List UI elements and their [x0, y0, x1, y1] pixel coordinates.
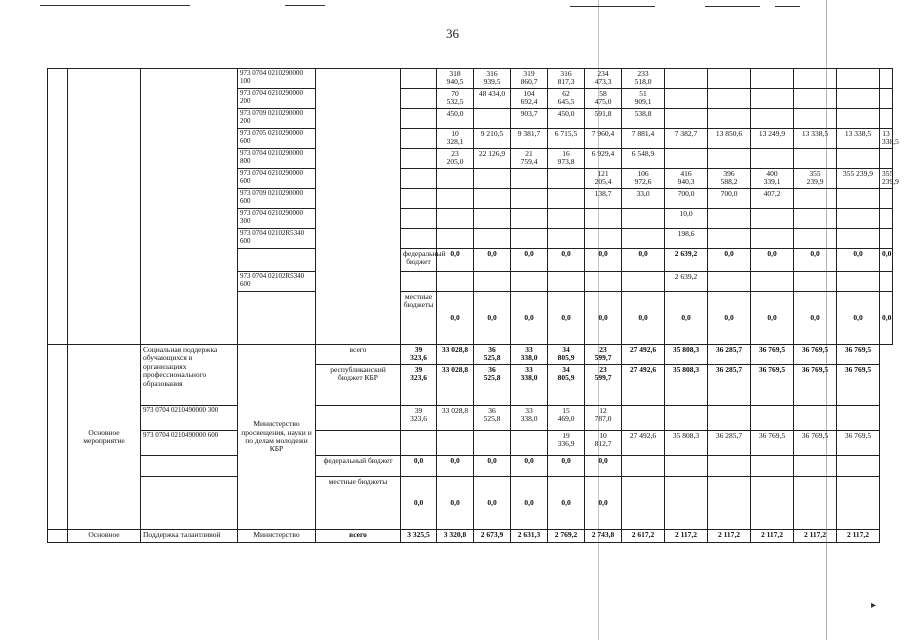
event-name-cell — [141, 69, 238, 345]
value-cell — [548, 229, 585, 249]
value-cell — [837, 89, 880, 109]
event-type-cell: Основное — [68, 529, 141, 542]
value-cell — [511, 189, 548, 209]
value-cell: 0,0 — [622, 249, 665, 272]
value-cell: 0,0 — [794, 249, 837, 272]
value-cell — [511, 229, 548, 249]
value-cell: 3 325,5 — [401, 529, 437, 542]
value-cell — [708, 209, 751, 229]
value-cell — [794, 89, 837, 109]
value-cell — [794, 229, 837, 249]
value-cell: 7 382,7 — [665, 129, 708, 149]
value-cell: 33 338,0 — [511, 345, 548, 365]
value-cell — [794, 209, 837, 229]
value-cell — [751, 209, 794, 229]
table-row — [48, 476, 893, 529]
budget-code-cell: 973 0704 0210290000 200 — [238, 89, 316, 109]
value-cell: 16 973,8 — [548, 149, 585, 169]
value-cell — [474, 169, 511, 189]
value-cell: 15 469,0 — [548, 405, 585, 430]
value-cell: 9 210,5 — [474, 129, 511, 149]
value-cell: 2 117,2 — [665, 529, 708, 542]
value-cell — [622, 455, 665, 476]
value-cell: 13 338,5 — [794, 129, 837, 149]
value-cell — [401, 430, 437, 455]
budget-code-cell: 973 0704 0210490000 600 — [141, 430, 238, 455]
scan-mark-line — [775, 6, 800, 7]
value-cell: 0,0 — [548, 292, 585, 345]
value-cell: 2 117,2 — [708, 529, 751, 542]
value-cell: 33 338,0 — [511, 405, 548, 430]
value-cell — [511, 209, 548, 229]
budget-code-cell — [141, 455, 238, 476]
value-cell: 33 338,0 — [511, 364, 548, 405]
value-cell: 33 028,8 — [437, 405, 474, 430]
value-cell: 0,0 — [585, 455, 622, 476]
value-cell: 62 645,5 — [548, 89, 585, 109]
value-cell: 450,0 — [548, 109, 585, 129]
budget-code-cell: 973 0704 0210290000 100 — [238, 69, 316, 89]
value-cell: 27 492,6 — [622, 345, 665, 365]
value-cell: 0,0 — [437, 476, 474, 529]
value-cell — [837, 209, 880, 229]
value-cell: 0,0 — [880, 292, 893, 345]
scan-artifact-line — [826, 0, 827, 640]
table-row — [48, 345, 893, 365]
value-cell: 13 249,9 — [751, 129, 794, 149]
value-cell — [837, 109, 880, 129]
value-cell: 35 808,3 — [665, 364, 708, 405]
value-cell: 2 617,2 — [622, 529, 665, 542]
value-cell — [474, 189, 511, 209]
value-cell: 27 492,6 — [622, 364, 665, 405]
value-cell: 36 769,5 — [837, 430, 880, 455]
value-cell: 0,0 — [474, 476, 511, 529]
value-cell: 0,0 — [511, 476, 548, 529]
budget-code-cell: 973 0704 02102R5340 600 — [238, 272, 316, 292]
table-row — [48, 405, 893, 430]
value-cell: 51 909,1 — [622, 89, 665, 109]
event-type-cell — [68, 69, 141, 345]
budget-code-cell: 973 0705 0210290000 600 — [238, 129, 316, 149]
value-cell: 355 239,9 — [880, 169, 893, 189]
value-cell — [708, 89, 751, 109]
value-cell: 396 588,2 — [708, 169, 751, 189]
value-cell: 10,0 — [665, 209, 708, 229]
value-cell: 0,0 — [837, 292, 880, 345]
value-cell — [837, 149, 880, 169]
value-cell — [665, 476, 708, 529]
value-cell: 6 548,9 — [622, 149, 665, 169]
value-cell: 319 860,7 — [511, 69, 548, 89]
value-cell: 316 939,5 — [474, 69, 511, 89]
value-cell — [474, 229, 511, 249]
value-cell — [837, 476, 880, 529]
arrow-mark-icon: ▸ — [871, 600, 877, 611]
budget-code-cell — [141, 476, 238, 529]
value-cell: 2 743,8 — [585, 529, 622, 542]
table-row — [48, 430, 893, 455]
value-cell: 10 328,1 — [437, 129, 474, 149]
funding-source-label: местные бюджеты — [316, 476, 401, 529]
value-cell — [708, 69, 751, 89]
value-cell — [837, 229, 880, 249]
value-cell — [837, 189, 880, 209]
value-cell — [708, 455, 751, 476]
value-cell — [880, 69, 893, 89]
budget-code-cell: 973 0709 0210290000 200 — [238, 109, 316, 129]
funding-source-label — [316, 430, 401, 455]
value-cell: 0,0 — [837, 249, 880, 272]
source-cell — [401, 129, 437, 149]
value-cell — [437, 229, 474, 249]
source-cell — [401, 189, 437, 209]
value-cell — [622, 476, 665, 529]
value-cell: 19 336,9 — [548, 430, 585, 455]
value-cell — [622, 405, 665, 430]
value-cell — [794, 405, 837, 430]
value-cell: 10 812,7 — [585, 430, 622, 455]
value-cell: 21 759,4 — [511, 149, 548, 169]
value-cell — [437, 272, 474, 292]
value-cell — [708, 476, 751, 529]
scan-mark-line — [285, 5, 325, 6]
funding-source-label — [316, 405, 401, 430]
value-cell — [880, 229, 893, 249]
value-cell: 36 769,5 — [751, 430, 794, 455]
scan-mark-line — [570, 6, 655, 7]
value-cell: 6 715,5 — [548, 129, 585, 149]
value-cell — [751, 455, 794, 476]
value-cell: 13 338,5 — [880, 129, 893, 149]
value-cell: 0,0 — [622, 292, 665, 345]
event-name-cell: Социальная поддержка обучающихся в организациях профессионального образования — [141, 345, 238, 406]
value-cell: 0,0 — [665, 292, 708, 345]
value-cell: 0,0 — [437, 249, 474, 272]
value-cell: 2 639,2 — [665, 249, 708, 272]
value-cell: 234 473,3 — [585, 69, 622, 89]
value-cell: 2 769,2 — [548, 529, 585, 542]
value-cell — [880, 272, 893, 292]
event-type-cell: Основное мероприятие — [68, 345, 141, 530]
value-cell: 104 692,4 — [511, 89, 548, 109]
value-cell — [794, 69, 837, 89]
value-cell: 22 126,9 — [474, 149, 511, 169]
value-cell — [794, 149, 837, 169]
value-cell: 0,0 — [437, 292, 474, 345]
value-cell — [622, 209, 665, 229]
funding-source-label: федеральный бюджет — [316, 455, 401, 476]
value-cell — [511, 272, 548, 292]
value-cell — [665, 69, 708, 89]
value-cell — [837, 272, 880, 292]
value-cell — [511, 169, 548, 189]
funding-source-label: федеральный бюджет — [401, 249, 437, 272]
value-cell: 36 285,7 — [708, 364, 751, 405]
funding-source-label: местные бюджеты — [401, 292, 437, 345]
value-cell — [622, 229, 665, 249]
value-cell: 39 323,6 — [401, 364, 437, 405]
value-cell: 23 599,7 — [585, 345, 622, 365]
value-cell — [751, 476, 794, 529]
value-cell — [665, 149, 708, 169]
value-cell: 9 381,7 — [511, 129, 548, 149]
value-cell: 700,0 — [708, 189, 751, 209]
value-cell — [708, 229, 751, 249]
value-cell: 355 239,9 — [837, 169, 880, 189]
value-cell: 23 599,7 — [585, 364, 622, 405]
value-cell: 34 805,9 — [548, 364, 585, 405]
value-cell: 36 769,5 — [751, 345, 794, 365]
value-cell: 233 518,0 — [622, 69, 665, 89]
value-cell — [548, 189, 585, 209]
value-cell: 36 285,7 — [708, 345, 751, 365]
value-cell: 198,6 — [665, 229, 708, 249]
value-cell: 2 673,9 — [474, 529, 511, 542]
scan-mark-line — [40, 5, 190, 6]
page-number: 36 — [446, 26, 459, 41]
section-number-cell — [48, 345, 68, 530]
funding-source-label: всего — [316, 345, 401, 365]
value-cell: 0,0 — [585, 476, 622, 529]
value-cell: 36 285,7 — [708, 430, 751, 455]
value-cell: 36 525,8 — [474, 345, 511, 365]
value-cell — [880, 209, 893, 229]
value-cell: 0,0 — [751, 292, 794, 345]
value-cell: 0,0 — [585, 292, 622, 345]
value-cell — [437, 209, 474, 229]
value-cell: 48 434,0 — [474, 89, 511, 109]
value-cell — [708, 405, 751, 430]
value-cell — [837, 455, 880, 476]
value-cell: 12 787,0 — [585, 405, 622, 430]
value-cell: 0,0 — [708, 292, 751, 345]
value-cell: 0,0 — [548, 476, 585, 529]
value-cell — [548, 209, 585, 229]
value-cell — [751, 229, 794, 249]
value-cell: 2 117,2 — [837, 529, 880, 542]
value-cell: 0,0 — [708, 249, 751, 272]
value-cell — [665, 89, 708, 109]
value-cell: 2 631,3 — [511, 529, 548, 542]
executor-cell — [316, 69, 401, 345]
value-cell: 70 532,5 — [437, 89, 474, 109]
section-number-cell — [48, 69, 68, 345]
value-cell — [665, 405, 708, 430]
section-number-cell — [48, 529, 68, 542]
value-cell: 407,2 — [751, 189, 794, 209]
value-cell: 13 850,6 — [708, 129, 751, 149]
value-cell — [837, 69, 880, 89]
budget-table — [47, 68, 899, 543]
table-row — [48, 455, 893, 476]
scan-mark-line — [705, 6, 760, 7]
table-row — [48, 529, 893, 542]
value-cell: 0,0 — [880, 249, 893, 272]
value-cell: 13 338,5 — [837, 129, 880, 149]
value-cell: 138,7 — [585, 189, 622, 209]
value-cell — [665, 109, 708, 129]
value-cell: 7 960,4 — [585, 129, 622, 149]
value-cell: 7 881,4 — [622, 129, 665, 149]
value-cell: 318 940,5 — [437, 69, 474, 89]
value-cell: 355 239,9 — [794, 169, 837, 189]
value-cell: 121 205,4 — [585, 169, 622, 189]
budget-code-cell: 973 0709 0210290000 600 — [238, 189, 316, 209]
value-cell: 36 769,5 — [837, 345, 880, 365]
value-cell — [437, 430, 474, 455]
executor-cell: Министерство просвещения, науки и по делам молодежи КБР — [238, 345, 316, 530]
value-cell: 23 205,0 — [437, 149, 474, 169]
value-cell: 0,0 — [474, 249, 511, 272]
value-cell: 6 929,4 — [585, 149, 622, 169]
value-cell: 0,0 — [548, 249, 585, 272]
value-cell — [794, 455, 837, 476]
value-cell — [751, 69, 794, 89]
value-cell: 0,0 — [511, 455, 548, 476]
value-cell: 35 808,3 — [665, 430, 708, 455]
value-cell: 33 028,8 — [437, 364, 474, 405]
value-cell: 0,0 — [794, 292, 837, 345]
value-cell — [665, 455, 708, 476]
table-row — [48, 69, 893, 89]
value-cell — [585, 272, 622, 292]
value-cell: 0,0 — [401, 476, 437, 529]
value-cell — [751, 109, 794, 129]
value-cell: 36 769,5 — [794, 430, 837, 455]
value-cell: 591,8 — [585, 109, 622, 129]
value-cell: 2 117,2 — [751, 529, 794, 542]
value-cell: 2 117,2 — [794, 529, 837, 542]
value-cell: 0,0 — [511, 292, 548, 345]
value-cell: 36 769,5 — [794, 345, 837, 365]
source-cell — [401, 229, 437, 249]
value-cell — [708, 149, 751, 169]
value-cell: 35 808,3 — [665, 345, 708, 365]
value-cell: 0,0 — [548, 455, 585, 476]
value-cell: 0,0 — [511, 249, 548, 272]
value-cell: 3 320,8 — [437, 529, 474, 542]
value-cell: 39 323,6 — [401, 345, 437, 365]
value-cell: 27 492,6 — [622, 430, 665, 455]
value-cell: 450,0 — [437, 109, 474, 129]
value-cell — [474, 109, 511, 129]
value-cell — [880, 109, 893, 129]
value-cell — [880, 149, 893, 169]
funding-source-label: республиканский бюджет КБР — [316, 364, 401, 405]
value-cell: 33 028,8 — [437, 345, 474, 365]
value-cell — [708, 272, 751, 292]
value-cell — [474, 209, 511, 229]
value-cell: 538,8 — [622, 109, 665, 129]
value-cell: 400 339,1 — [751, 169, 794, 189]
source-cell — [401, 149, 437, 169]
value-cell: 36 525,8 — [474, 364, 511, 405]
value-cell: 36 769,5 — [837, 364, 880, 405]
source-cell — [401, 272, 437, 292]
executor-cell: Министерство — [238, 529, 316, 542]
value-cell: 36 769,5 — [794, 364, 837, 405]
value-cell — [751, 272, 794, 292]
value-cell — [585, 209, 622, 229]
value-cell — [548, 169, 585, 189]
value-cell — [751, 89, 794, 109]
value-cell: 0,0 — [401, 455, 437, 476]
value-cell — [622, 272, 665, 292]
value-cell: 416 940,3 — [665, 169, 708, 189]
budget-code-cell: 973 0704 0210290000 600 — [238, 169, 316, 189]
value-cell: 0,0 — [437, 455, 474, 476]
source-cell — [401, 169, 437, 189]
value-cell: 39 323,6 — [401, 405, 437, 430]
value-cell — [437, 169, 474, 189]
value-cell: 316 817,3 — [548, 69, 585, 89]
value-cell — [794, 109, 837, 129]
scan-artifact-line — [598, 0, 599, 640]
value-cell: 0,0 — [751, 249, 794, 272]
value-cell — [511, 430, 548, 455]
value-cell — [880, 89, 893, 109]
funding-source-label: всего — [316, 529, 401, 542]
budget-code-cell: 973 0704 0210290000 300 — [238, 209, 316, 229]
value-cell — [794, 476, 837, 529]
event-name-cell: Поддержка талантливой — [141, 529, 238, 542]
value-cell — [474, 430, 511, 455]
budget-code-cell — [238, 292, 316, 345]
value-cell: 58 475,0 — [585, 89, 622, 109]
value-cell: 36 525,8 — [474, 405, 511, 430]
source-cell — [401, 109, 437, 129]
source-cell — [401, 209, 437, 229]
value-cell — [880, 189, 893, 209]
budget-code-cell: 973 0704 0210490000 300 — [141, 405, 238, 430]
value-cell: 0,0 — [474, 292, 511, 345]
value-cell — [794, 272, 837, 292]
budget-code-cell: 973 0704 0210290000 800 — [238, 149, 316, 169]
source-cell — [401, 69, 437, 89]
value-cell: 2 639,2 — [665, 272, 708, 292]
value-cell: 0,0 — [474, 455, 511, 476]
value-cell — [437, 189, 474, 209]
value-cell — [548, 272, 585, 292]
budget-code-cell: 973 0704 02102R5340 600 — [238, 229, 316, 249]
value-cell — [751, 405, 794, 430]
value-cell: 33,0 — [622, 189, 665, 209]
value-cell: 0,0 — [585, 249, 622, 272]
value-cell: 36 769,5 — [751, 364, 794, 405]
value-cell — [585, 229, 622, 249]
value-cell: 106 972,6 — [622, 169, 665, 189]
value-cell: 700,0 — [665, 189, 708, 209]
value-cell — [708, 109, 751, 129]
value-cell — [474, 272, 511, 292]
value-cell — [751, 149, 794, 169]
value-cell: 903,7 — [511, 109, 548, 129]
value-cell — [794, 189, 837, 209]
budget-code-cell — [238, 249, 316, 272]
source-cell — [401, 89, 437, 109]
value-cell — [837, 405, 880, 430]
value-cell: 34 805,9 — [548, 345, 585, 365]
